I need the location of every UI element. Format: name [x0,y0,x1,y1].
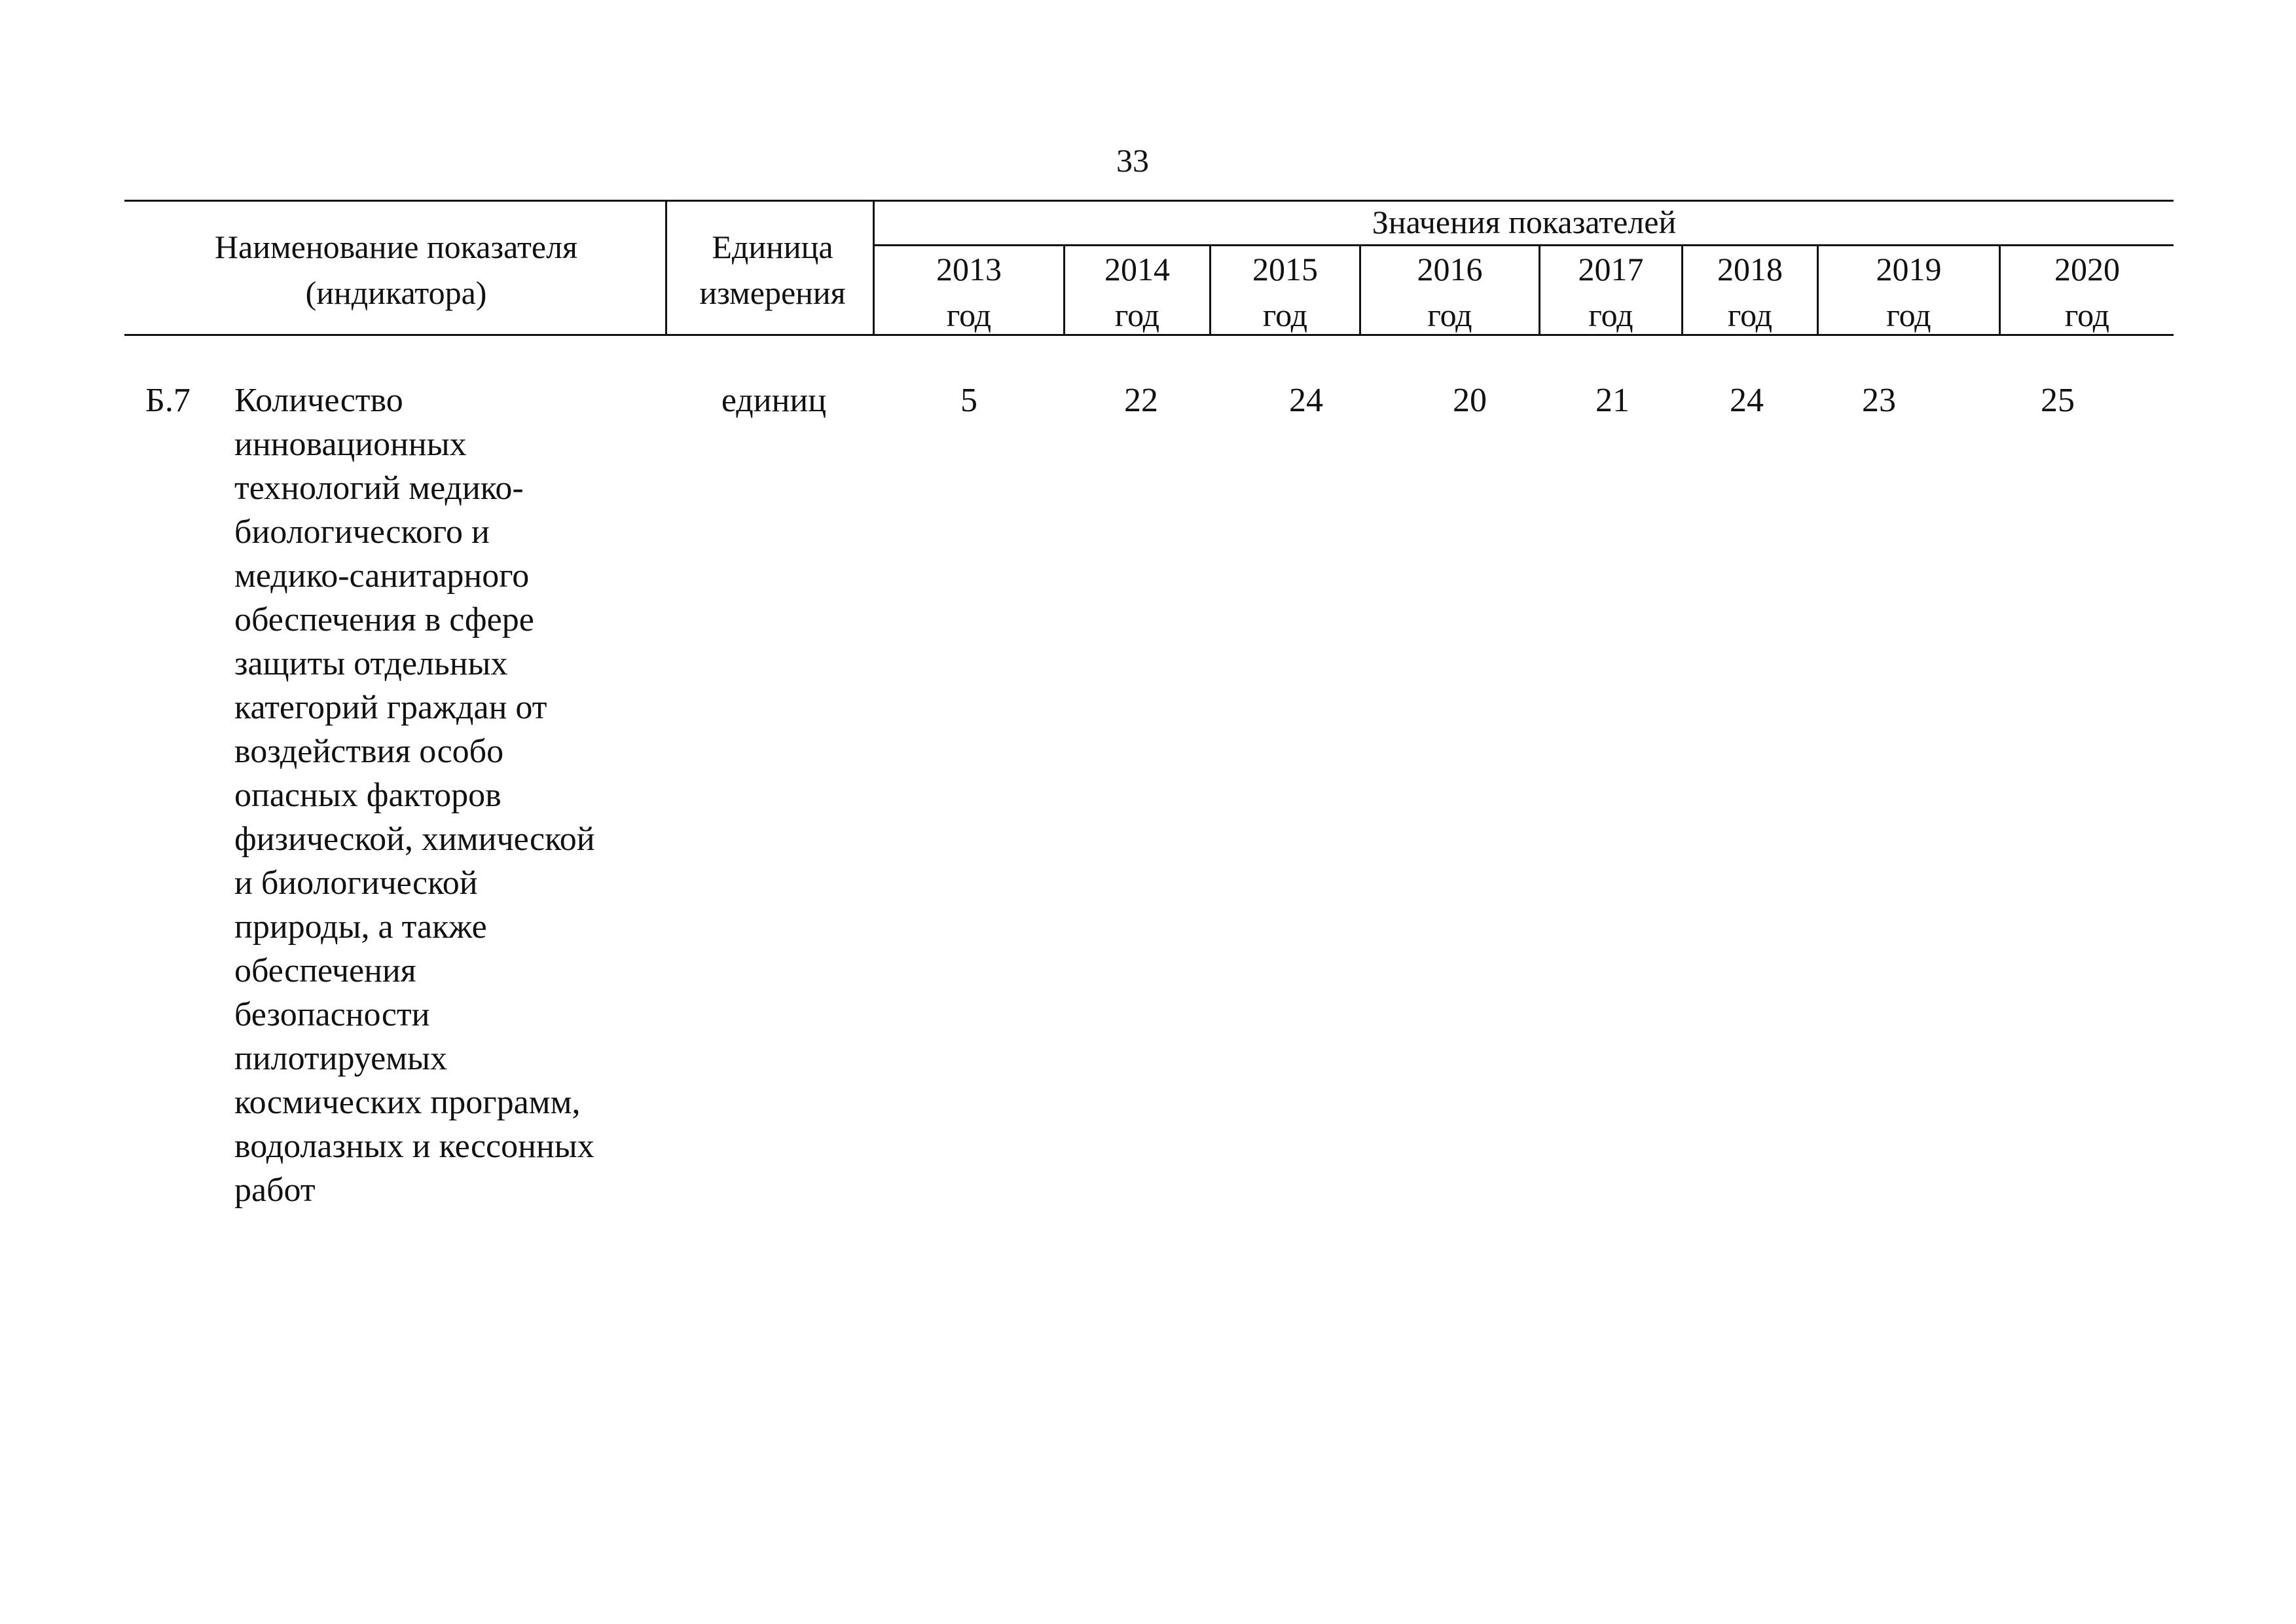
value-2013: 5 [960,382,977,419]
row-indicator-name: Количество инновационных технологий медико- биологического и медико-санитарного обеспечения в сфере защиты отдельных категорий граждан от воздействия особо опасных факторов физической, химической и биологической природы, а также обеспечения безопасности пилотируемых космических программ, водолазных и кессонных работ [234,382,595,1209]
year-label: 2015 [1252,251,1318,287]
year-label: 2018 [1717,251,1783,287]
header-values-group: Значения показателей [1372,204,1677,240]
year-label: 2019 [1876,251,1942,287]
header-year-2017 [1540,246,1681,338]
year-label: 2013 [936,251,1002,287]
header-year-2016 [1361,246,1539,338]
value-2019: 23 [1862,382,1896,419]
header-unit: Единица измерения [699,229,846,311]
row-code: Б.7 [145,382,191,419]
header-year-2019 [1819,246,1999,338]
year-suffix: год [1727,297,1773,333]
year-label: 2020 [2054,251,2120,287]
value-2020: 25 [2041,382,2075,419]
value-2016: 20 [1453,382,1487,419]
header-year-2018 [1683,246,1817,338]
column-divider [665,200,667,334]
year-label: 2016 [1417,251,1483,287]
header-indicator-name: Наименование показателя (индикатора) [214,229,578,311]
value-2017: 21 [1595,382,1630,419]
page-number: 33 [1116,142,1149,179]
value-2015: 24 [1289,382,1323,419]
year-label: 2017 [1578,251,1644,287]
year-suffix: год [1886,297,1931,333]
header-year-2013 [875,246,1063,338]
header-year-2014 [1065,246,1209,338]
row-unit: единиц [721,382,827,419]
year-suffix: год [1427,297,1472,333]
year-suffix: год [1262,297,1308,333]
value-2018: 24 [1730,382,1764,419]
year-label: 2014 [1104,251,1170,287]
header-year-2015 [1211,246,1359,338]
year-suffix: год [2064,297,2110,333]
year-suffix: год [946,297,992,333]
value-2014: 22 [1124,382,1158,419]
header-year-2020 [2001,246,2174,338]
year-suffix: год [1114,297,1160,333]
year-suffix: год [1588,297,1633,333]
